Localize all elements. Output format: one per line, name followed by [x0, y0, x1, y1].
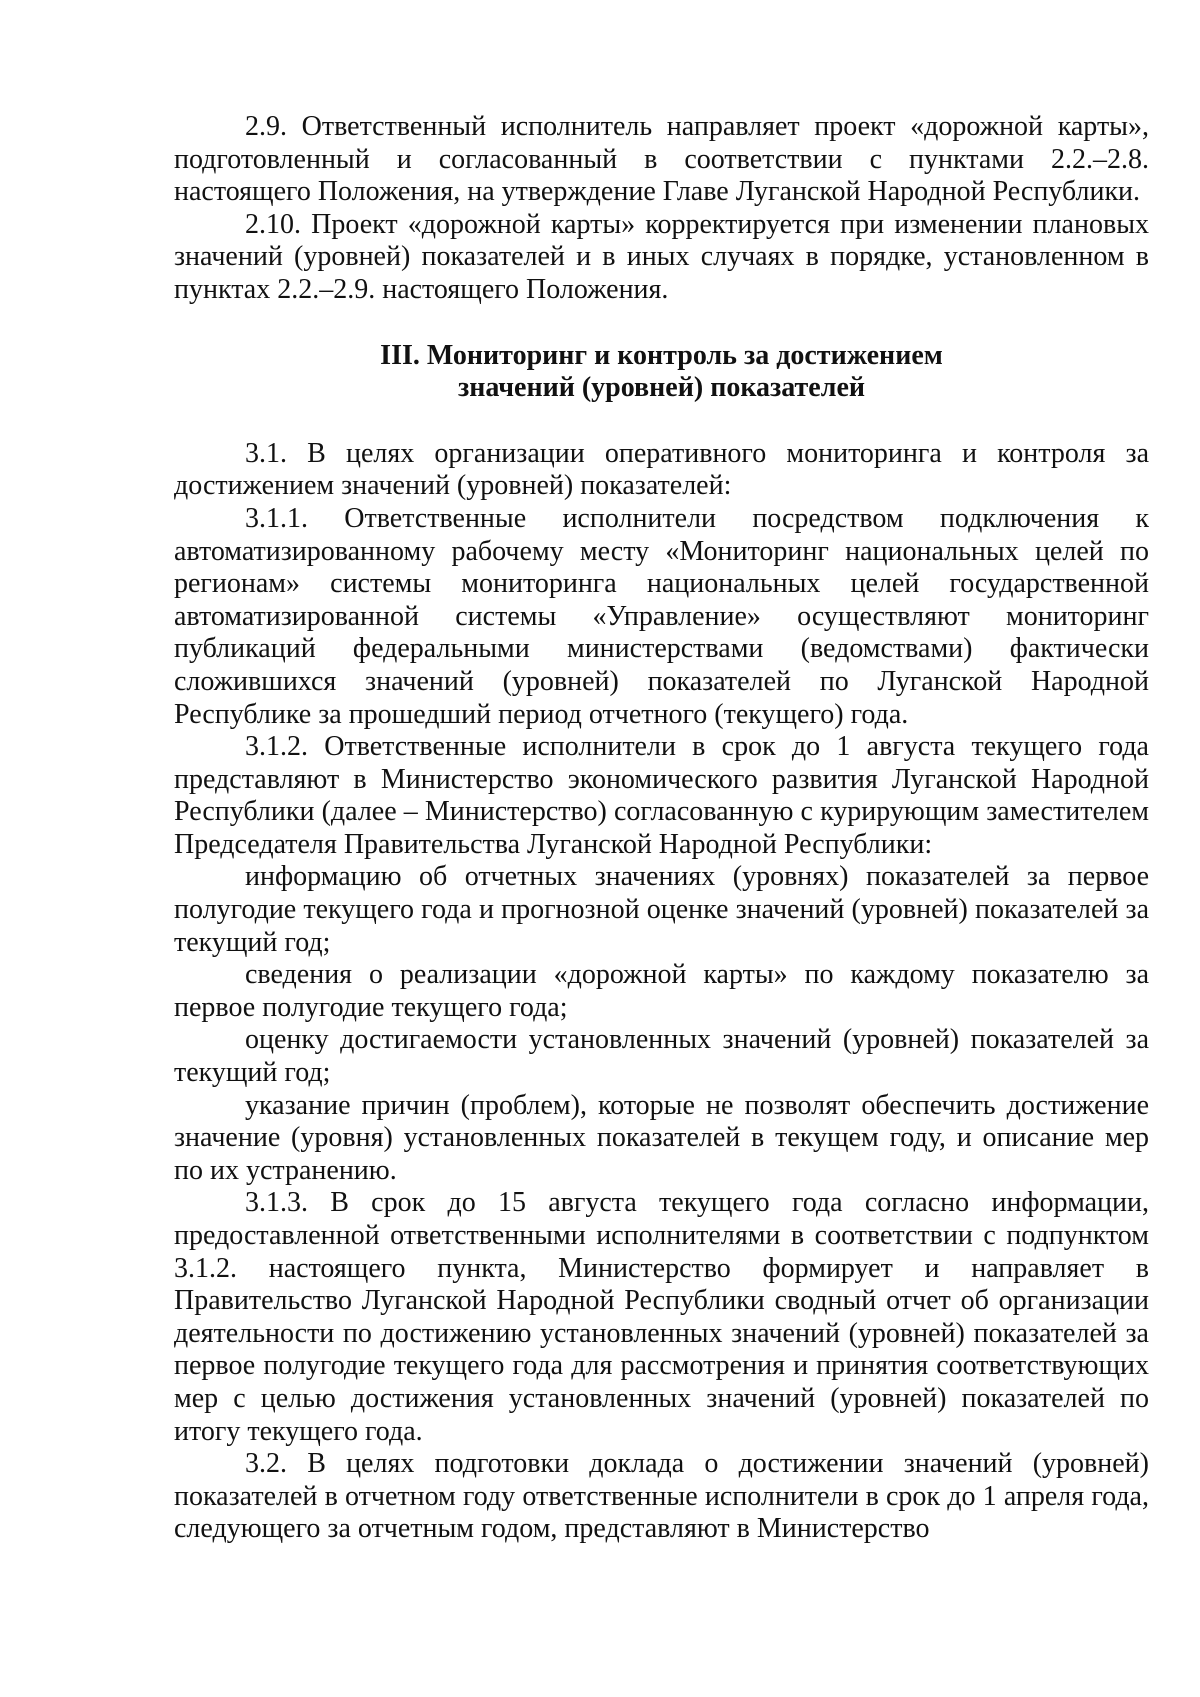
document-page: [174, 111, 1149, 1546]
paragraph-3-1-3: 3.1.3. В срок до 15 августа текущего года согласно информации, предоставленной ответственными исполнителями в соответствии с подпунктом 3.1.2. настоящего пункта, Министерство формирует и направляет в Правительство Луганской Народной Республики сводный отчет об организации деятельности по достижению установленных значений (уровней) показателей за первое полугодие текущего года для рассмотрения и принятия соответствующих мер с целью достижения установленных значений (уровней) показателей по итогу текущего года.: [174, 1187, 1149, 1447]
section-3-heading-line-1: III. Мониторинг и контроль за достижением: [380, 339, 943, 371]
section-3-heading: [174, 340, 1149, 405]
paragraph-3-1: 3.1. В целях организации оперативного мониторинга и контроля за достижением значений (уровней) показателей:: [174, 437, 1149, 502]
paragraph-3-1-2-item-3: оценку достигаемости установленных значений (уровней) показателей за текущий год;: [174, 1024, 1149, 1089]
section-3-heading-line-2: значений (уровней) показателей: [457, 372, 866, 404]
paragraph-3-1-2: 3.1.2. Ответственные исполнители в срок до 1 августа текущего года представляют в Министерство экономического развития Луганской Народной Республики (далее – Министерство) согласованную с курирующим заместителем Председателя Правительства Луганской Народной Республики:: [174, 731, 1149, 860]
paragraph-2-9: 2.9. Ответственный исполнитель направляет проект «дорожной карты», подготовленный и согласованный в соответствии с пунктами 2.2.–2.8. настоящего Положения, на утверждение Главе Луганской Народной Республики.: [174, 111, 1149, 208]
paragraph-3-1-2-item-1: информацию об отчетных значениях (уровнях) показателей за первое полугодие текущего года и прогнозной оценке значений (уровней) показателей за текущий год;: [174, 861, 1149, 958]
paragraph-3-1-1: 3.1.1. Ответственные исполнители посредством подключения к автоматизированному рабочему месту «Мониторинг национальных целей по регионам» системы мониторинга национальных целей государственной автоматизированной системы «Управление» осуществляют мониторинг публикаций федеральными министерствами (ведомствами) фактически сложившихся значений (уровней) показателей по Луганской Народной Республике за прошедший период отчетного (текущего) года.: [174, 502, 1149, 730]
paragraph-2-10: 2.10. Проект «дорожной карты» корректируется при изменении плановых значений (уровней) показателей и в иных случаях в порядке, установленном в пунктах 2.2.–2.9. настоящего Положения.: [174, 208, 1149, 305]
paragraph-3-1-2-item-4: указание причин (проблем), которые не позволят обеспечить достижение значение (уровня) установленных показателей в текущем году, и описание мер по их устранению.: [174, 1089, 1149, 1186]
paragraph-3-1-2-item-2: сведения о реализации «дорожной карты» по каждому показателю за первое полугодие текущего года;: [174, 959, 1149, 1023]
paragraph-3-2: 3.2. В целях подготовки доклада о достижении значений (уровней) показателей в отчетном году ответственные исполнители в срок до 1 апреля года, следующего за отчетным годом, представляют в Министерство: [174, 1448, 1149, 1545]
